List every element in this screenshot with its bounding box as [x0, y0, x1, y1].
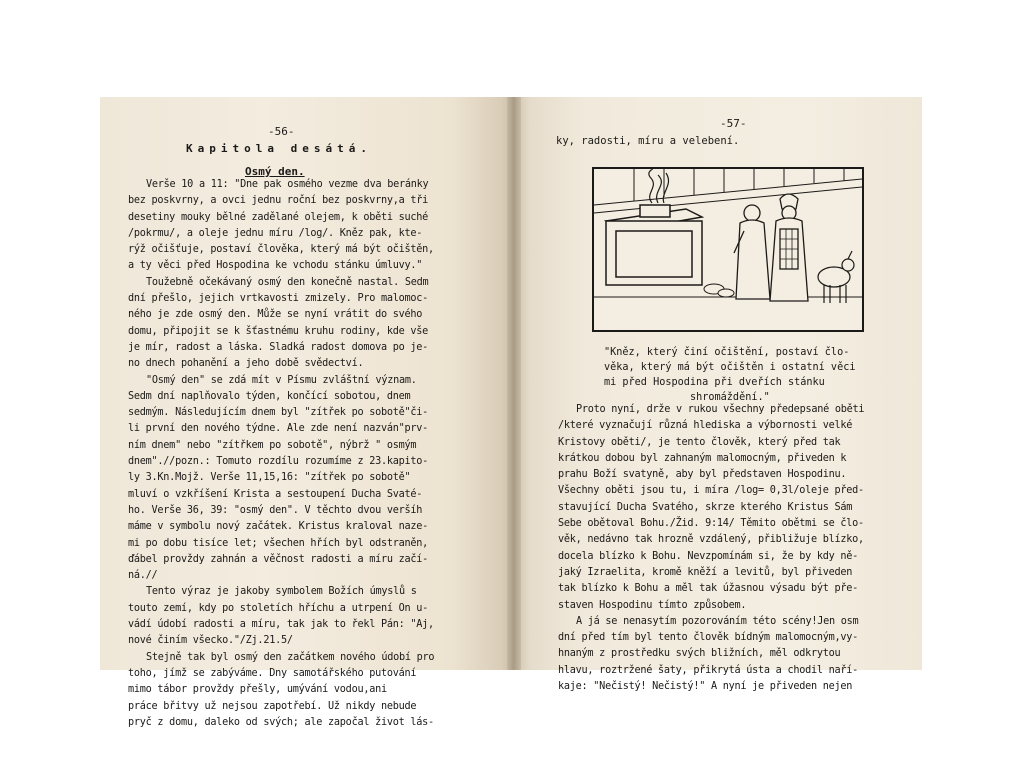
text-line: dnem".//pozn.: Tomuto rozdílu rozumíme z 23.kapito- — [128, 456, 429, 468]
text-line: sedmým. Následujícím dnem byl "zítřek po sobotě"či- — [128, 407, 429, 419]
text-line: Kristovy oběti/, je tento člověk, který před tak — [558, 436, 841, 448]
text-line: jaký Izraelita, kromě kněží a levitů, byl přiveden — [558, 566, 853, 578]
text-line: domu, připojit se k šťastnému kruhu rodiny, kde vše — [128, 325, 429, 337]
text-line: staven Hospodinu tímto způsobem. — [558, 599, 747, 611]
text-line: Toužebně očekávaný osmý den konečně nastal. Sedm — [146, 276, 429, 288]
continuation-line: ky, radosti, míru a velebení. — [556, 135, 740, 147]
text-line: /pokrmu/, a oleje jednu míru /log/. Kněz pak, kte- — [128, 227, 423, 239]
text-line: pryč z domu, daleko od svých; ale započal život lás- — [128, 716, 434, 728]
page-number: -56- — [268, 125, 295, 138]
left-body-text — [128, 177, 478, 731]
text-line: Sedm dní naplňovalo týden, končící sobotou, dnem — [128, 390, 411, 402]
text-line: dní před tím byl tento člověk bídným malomocným,vy- — [558, 632, 859, 644]
text-line: mimo tábor provždy přešly, umývání vodou,ani — [128, 684, 387, 696]
text-line: ďábel provždy zahnán a věčnost radosti a míru začí- — [128, 553, 429, 565]
text-line: dní přešlo, jejich vrtkavosti zmizely. Pro malomoc- — [128, 293, 429, 305]
text-line: desetiny mouky bělné zadělané olejem, k oběti suché — [128, 211, 429, 223]
text-line: krátkou dobou byl zahnaným malomocným, přiveden k — [558, 452, 847, 464]
text-line: Proto nyní, drže v rukou všechny předepsané oběti — [576, 404, 865, 415]
caption-line: věka, který má být očištěn i ostatní věci — [604, 362, 856, 373]
illustration-caption — [604, 345, 884, 405]
text-line: "Osmý den" se zdá mít v Písmu zvláštní význam. — [146, 374, 417, 386]
text-line: vádí údobí radosti a míru, tak jak to řekl Pán: "Aj, — [128, 619, 434, 631]
text-line: ná.// — [128, 570, 158, 582]
text-line: ho. Verše 36, 39: "osmý den". V těchto dvou veršíh — [128, 504, 423, 516]
text-line: je mír, radost a láska. Sladká radost domova po je- — [128, 341, 429, 353]
tabernacle-illustration — [592, 167, 864, 332]
text-line: docela blízko k Bohu. Nevzpomínám si, že by kdy ně- — [558, 550, 859, 562]
book-gutter — [507, 97, 521, 670]
text-line: prahu Boží svatyně, aby byl představen Hospodinu. — [558, 469, 847, 481]
text-line: ly 3.Kn.Mojž. Verše 11,15,16: "zítřek po sobotě" — [128, 472, 411, 484]
text-line: A já se nenasytím pozorováním této scény!Jen osm — [576, 615, 859, 627]
text-line: Tento výraz je jakoby symbolem Božích úmyslů s — [146, 586, 417, 598]
illustration-drawing — [594, 169, 862, 330]
text-line: věk, nedávno tak hrozně vzdálený, přibližuje blízko, — [558, 534, 864, 546]
text-line: no dnech pohanění a jeho době svědectví. — [128, 358, 364, 370]
text-line: ného je zde osmý den. Může se nyní vrátit do svého — [128, 309, 423, 321]
caption-line: "Kněz, který činí očištění, postaví člo- — [604, 347, 850, 358]
text-line: hnaným z prostředku svých bližních, měl odkrytou — [558, 648, 841, 660]
caption-line: shromáždění." — [690, 392, 770, 403]
text-line: tak blízko k Bohu a měl tak úžasnou výsadu být pře- — [558, 583, 859, 595]
text-line: Stejně tak byl osmý den začátkem nového údobí pro — [146, 651, 435, 663]
text-line: hlavu, roztržené šaty, přikrytá ústa a chodil naří- — [558, 664, 859, 676]
text-line: kaje: "Nečistý! Nečistý!" A nyní je přiveden nejen — [558, 681, 853, 693]
text-line: stavující Ducha Svatého, skrze kterého Kristus Sám — [558, 501, 853, 513]
right-body-text — [558, 402, 908, 695]
chapter-heading: Kapitola desátá. — [186, 142, 372, 155]
open-book — [100, 97, 922, 728]
text-line: a ty věci před Hospodina ke vchodu stánku úmluvy." — [128, 260, 423, 272]
text-line: touto zemí, kdy po stoletích hříchu a utrpení On u- — [128, 602, 429, 614]
text-line: li první den nového týdne. Ale zde není nazván"prv- — [128, 423, 429, 435]
text-line: rýž očišťuje, postaví člověka, který má být očištěn, — [128, 244, 434, 256]
text-line: máme v symbolu nový začátek. Kristus kraloval naze- — [128, 521, 429, 533]
text-line: toho, jímž se zabýváme. Dny samotářského putování — [128, 667, 417, 679]
text-line: nové činím všecko."/Zj.21.5/ — [128, 635, 293, 647]
text-line: mi po dobu tisíce let; všechen hřích byl odstraněn, — [128, 537, 429, 549]
section-subheading: Osmý den. — [245, 165, 305, 178]
text-line: mluví o vzkříšení Krista a sestoupení Ducha Svaté- — [128, 488, 423, 500]
text-line: Verše 10 a 11: "Dne pak osmého vezme dva beránky — [146, 179, 429, 190]
left-page — [100, 97, 514, 728]
text-line: ním dnem" nebo "zítřkem po sobotě", nýbrž " osmým — [128, 439, 417, 451]
text-line: /které vyznačují různá hlediska a výbornosti velké — [558, 420, 853, 432]
text-line: Sebe obětoval Bohu./Žid. 9:14/ Těmito obětmi se člo- — [558, 518, 864, 530]
caption-line: mi před Hospodina při dveřích stánku — [604, 377, 825, 388]
text-line: Všechny oběti jsou tu, i míra /log= 0,3l/oleje před- — [558, 485, 864, 497]
right-page — [514, 97, 922, 693]
page-number: -57- — [720, 117, 747, 130]
text-line: bez poskvrny, a ovci jednu roční bez poskvrny,a tři — [128, 195, 429, 207]
text-line: práce břitvy už nejsou zapotřebí. Už nikdy nebude — [128, 700, 417, 712]
